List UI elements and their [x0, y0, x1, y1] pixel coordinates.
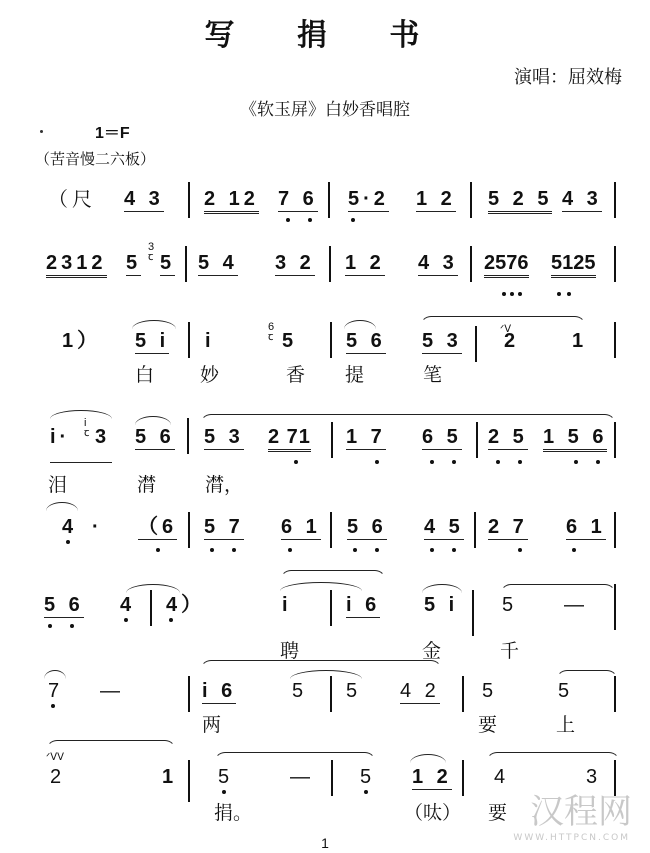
slur: [50, 410, 112, 419]
phrase-slur: [280, 570, 386, 581]
lyric: 捐。: [214, 802, 253, 824]
barline: [188, 322, 190, 358]
watermark-url: WWW.HTTPCN.COM: [513, 833, 630, 843]
sustain-dash: —: [564, 594, 588, 616]
barline: [472, 590, 474, 636]
low-octave-dot: [518, 292, 522, 296]
tempo-marking: （苦音慢二六板）: [35, 150, 156, 168]
note-group: 6 1: [566, 516, 606, 538]
lyric: 香: [286, 364, 306, 386]
low-octave-dot: [430, 548, 434, 552]
grace-note: i: [84, 417, 87, 429]
note-group: 6 5: [422, 426, 462, 448]
low-octave-dot: [452, 460, 456, 464]
low-octave-dot: [596, 460, 600, 464]
note-group: 5 6: [346, 330, 386, 352]
tie: [44, 670, 66, 679]
augmentation-dot: ·: [92, 516, 103, 538]
barline: [614, 584, 616, 630]
note-group: 2576: [484, 252, 529, 278]
low-octave-dot: [308, 218, 312, 222]
note-group: 5·2: [348, 188, 389, 210]
low-octave-dot: [294, 460, 298, 464]
singer-credit: 演唱：屈效梅: [514, 67, 622, 88]
lyric: 千: [500, 640, 520, 662]
grace-ornament: ꞇ: [148, 251, 154, 263]
barline: [462, 760, 464, 796]
note-group: 5 2 5: [488, 188, 552, 214]
note-group: 6 1: [281, 516, 321, 538]
barline: [462, 676, 464, 712]
low-octave-dot: [567, 292, 571, 296]
note: 3: [586, 766, 602, 788]
low-octave-dot: [375, 460, 379, 464]
ornament-mark: ᐟᐯᐯ: [46, 752, 64, 763]
low-octave-dot: [66, 540, 70, 544]
grace-note: 6: [268, 321, 275, 333]
sustain-dash: —: [290, 766, 314, 788]
note: 5: [346, 680, 362, 702]
note-group: 4 5: [424, 516, 464, 538]
barline: [614, 322, 616, 358]
phrase-slur: [46, 740, 176, 751]
key-signature: 1＝F: [95, 125, 130, 142]
note: 4）: [166, 594, 206, 616]
score-row-2: [0, 241, 650, 312]
note-group: 1 5 6: [543, 426, 607, 452]
note-group: i 6: [202, 680, 237, 702]
note-group: 1 2: [416, 188, 456, 210]
barline: [470, 182, 472, 218]
low-octave-dot: [502, 292, 506, 296]
low-octave-dot: [518, 460, 522, 464]
barline: [329, 246, 331, 282]
barline: [474, 512, 476, 548]
watermark-logo: 汉程网: [530, 792, 632, 832]
note-group: （6: [138, 516, 178, 538]
lyric: 潸: [137, 474, 157, 496]
note-group: 2 7: [488, 516, 528, 538]
note-group: 4 3: [124, 188, 164, 210]
low-octave-dot: [169, 618, 173, 622]
low-octave-dot: [286, 218, 290, 222]
score-row-4: [0, 417, 650, 496]
note: 5: [558, 680, 574, 702]
note-group: 5125: [551, 252, 596, 278]
note: 5: [160, 252, 176, 274]
lyric: 白: [135, 364, 155, 386]
barline: [188, 512, 190, 548]
note-group: 5 i: [424, 594, 459, 616]
grace-ornament: ꞇ: [268, 331, 274, 343]
lyric: 聘: [280, 640, 300, 662]
low-octave-dot: [452, 548, 456, 552]
note-group: 1 7: [346, 426, 386, 448]
barline: [188, 760, 190, 802]
low-octave-dot: [572, 548, 576, 552]
note: i: [282, 594, 292, 616]
barline: [330, 512, 332, 548]
low-octave-dot: [124, 618, 128, 622]
note-group: 5 7: [204, 516, 244, 538]
phrase-slur: [200, 414, 616, 425]
low-octave-dot: [48, 624, 52, 628]
slur: [280, 582, 362, 591]
barline: [330, 322, 332, 358]
note-group: 2312: [46, 252, 107, 278]
note: 5: [282, 330, 298, 352]
slur: [135, 416, 171, 425]
low-octave-dot: [574, 460, 578, 464]
note-group: （尺: [48, 187, 96, 211]
note-group: 7 6: [278, 188, 318, 210]
barline: [330, 676, 332, 712]
barline: [476, 422, 478, 458]
grace-note: 3: [148, 241, 155, 253]
note-group: 2 71: [268, 426, 311, 452]
note: 3: [95, 426, 111, 448]
low-octave-dot: [210, 548, 214, 552]
note-group: 2 5: [488, 426, 528, 448]
page-title: 写 捐 书: [204, 18, 446, 53]
note: 5: [218, 766, 234, 788]
score-row-7: [0, 680, 650, 740]
barline: [331, 760, 333, 796]
note: 5: [360, 766, 376, 788]
barline: [614, 182, 616, 218]
score-row-6: [0, 594, 650, 662]
barline: [328, 182, 330, 218]
page-number: 1: [321, 835, 329, 851]
note-group: 5 3: [422, 330, 462, 352]
note-group: 5 6: [135, 426, 175, 448]
note-group: 4 3: [562, 188, 602, 210]
note-group: 5 6: [44, 594, 84, 616]
score-row-5: [0, 516, 650, 576]
low-octave-dot: [375, 548, 379, 552]
score-row-3: [0, 321, 650, 390]
phrase-slur: [500, 584, 616, 595]
barline: [614, 676, 616, 712]
low-octave-dot: [510, 292, 514, 296]
lyric: 提: [345, 364, 365, 386]
lyric: 金: [422, 640, 442, 662]
tie: [290, 670, 362, 679]
note: 4: [120, 594, 136, 616]
lyric: 笔: [423, 364, 443, 386]
slur: [410, 754, 446, 763]
slur: [422, 584, 462, 593]
lyric: 要: [488, 802, 508, 824]
slur: [344, 320, 376, 329]
stray-dot: [40, 130, 43, 133]
barline: [614, 512, 616, 548]
low-octave-dot: [518, 548, 522, 552]
note: 7: [48, 680, 64, 702]
low-octave-dot: [496, 460, 500, 464]
barline: [188, 676, 190, 712]
note: i·: [50, 426, 71, 448]
lyric: 要: [478, 714, 498, 736]
note-group: 5 3: [204, 426, 244, 448]
note-group: 5 6: [347, 516, 387, 538]
barline: [150, 590, 152, 626]
note: 5: [482, 680, 498, 702]
phrase-slur: [214, 752, 376, 763]
note-group: i 6: [346, 594, 381, 616]
sustain-dash: —: [100, 680, 124, 702]
note-group: 1 2: [412, 766, 452, 788]
note: 4: [62, 516, 78, 538]
low-octave-dot: [288, 548, 292, 552]
grace-ornament: ꞇ: [84, 427, 90, 439]
note-group: 4 3: [418, 252, 458, 274]
barline: [614, 246, 616, 282]
barline: [470, 246, 472, 282]
low-octave-dot: [51, 704, 55, 708]
score-row-1: [0, 188, 650, 248]
low-octave-dot: [222, 790, 226, 794]
note: 4: [494, 766, 510, 788]
note: 1: [162, 766, 178, 788]
note-group: 3 2: [275, 252, 315, 274]
phrase-slur: [486, 752, 620, 763]
note: 1: [572, 330, 588, 352]
note-group: 5 4: [198, 252, 238, 274]
underline: [50, 462, 112, 463]
subtitle: 《软玉屏》白妙香唱腔: [240, 100, 410, 120]
barline: [330, 590, 332, 626]
slur: [46, 502, 78, 511]
lyric: 潸，: [205, 474, 244, 496]
note: 5: [126, 252, 142, 274]
barline: [187, 418, 189, 454]
note: 2: [50, 766, 66, 788]
barline: [614, 422, 616, 458]
lyric: 妙: [200, 364, 220, 386]
low-octave-dot: [364, 790, 368, 794]
lyric: 上: [556, 714, 576, 736]
low-octave-dot: [156, 548, 160, 552]
low-octave-dot: [430, 460, 434, 464]
low-octave-dot: [351, 218, 355, 222]
barline: [185, 246, 187, 282]
low-octave-dot: [557, 292, 561, 296]
lyric: 泪: [48, 474, 68, 496]
note: 5: [502, 594, 518, 616]
lyric: （呔）: [404, 802, 462, 824]
lyric: 两: [202, 714, 222, 736]
barline: [331, 422, 333, 458]
barline: [188, 182, 190, 218]
barline: [475, 326, 477, 362]
low-octave-dot: [70, 624, 74, 628]
note-group: 5 i: [135, 330, 170, 352]
note-group: 4 2: [400, 680, 440, 702]
note: 5: [292, 680, 308, 702]
low-octave-dot: [353, 548, 357, 552]
note-group: 2 12: [204, 188, 259, 214]
note: i: [205, 330, 215, 352]
note-group: 1）: [62, 330, 102, 352]
slur: [132, 320, 176, 329]
note: 2: [504, 330, 520, 352]
note-group: 1 2: [345, 252, 385, 274]
ornament-mark: ᐟᐯ: [500, 324, 512, 335]
tie: [126, 584, 180, 593]
low-octave-dot: [232, 548, 236, 552]
